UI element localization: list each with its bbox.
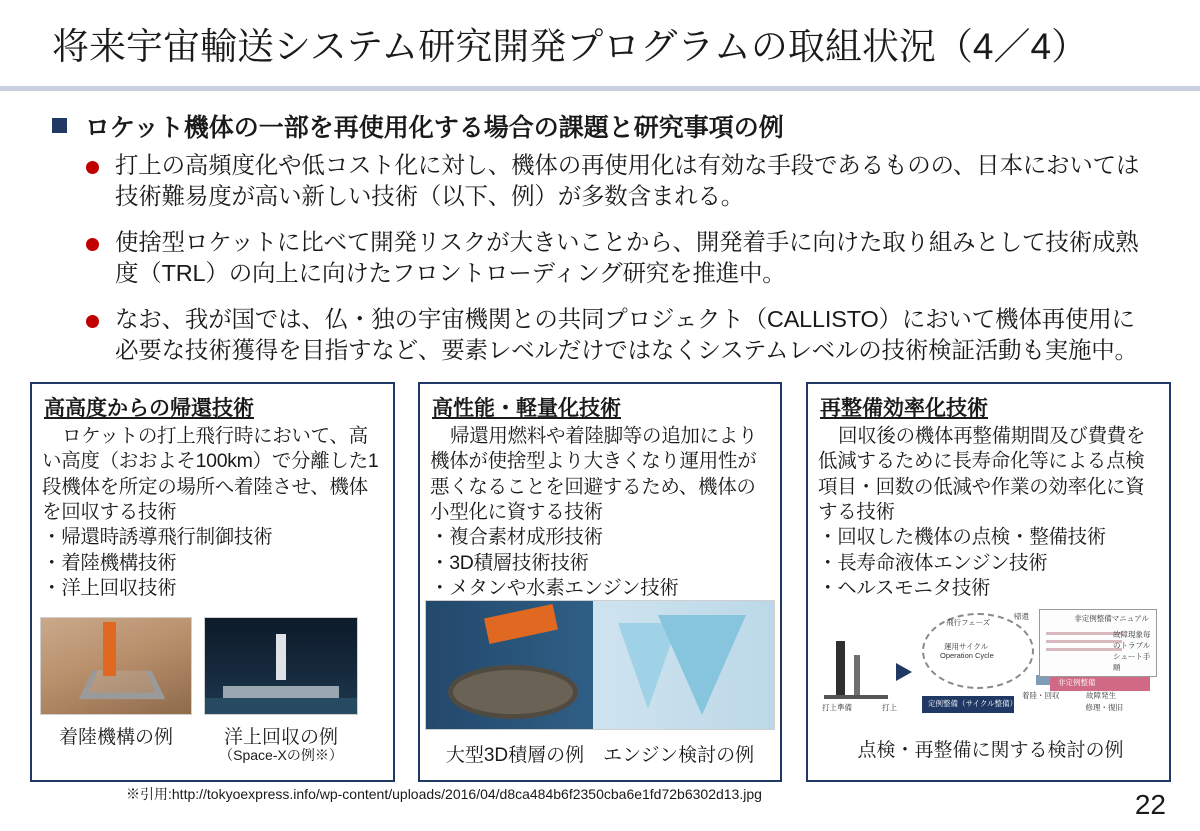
box-item: ・ヘルスモニタ技術 (818, 577, 991, 600)
list-item (86, 150, 1156, 213)
diagram-label-routine: 定例整備（サイクル整備） (928, 699, 1018, 708)
diagram-label-manual-title: 非定例整備マニュアル (1074, 614, 1149, 623)
diagram-label-nonroutine: 非定例整備 (1058, 678, 1096, 687)
metal-ring-shape (448, 665, 578, 719)
bullet-text: 打上の高頻度化や低コスト化に対し、機体の再使用化は有効な手段であるものの、日本においては技術難易度が高い新しい技術（以下、例）が多数含まれる。 (115, 152, 1140, 210)
diagram-label-cycle-jp: 運用サイクル (944, 642, 989, 651)
document-line (1046, 640, 1122, 643)
bullet-text: 使捨型ロケットに比べて開発リスクが大きいことから、開発着手に向けた取り組みとして技術成熟度（TRL）の向上に向けたフロントローディング研究を推進中。 (115, 228, 1139, 287)
box-item: ・洋上回収技術 (42, 577, 177, 600)
page-number: 22 (1134, 789, 1166, 820)
box-item: ・3D積層技術技術 (430, 551, 589, 574)
photo-caption: 着陸機構の例 (58, 727, 173, 748)
diagram-label-manual-sub: 故障現象毎のトラブルシュート手順 (1113, 630, 1151, 672)
robot-arm-shape (484, 604, 558, 644)
footnote: ※引用:http://tokyoexpress.info/wp-content/uploads/2016/04/d8ca484b6f2350cba6e1fd72b6302d13.jpg (126, 786, 762, 802)
round-bullet-icon (86, 161, 99, 174)
box-item: ・着陸機構技術 (42, 551, 177, 574)
barge-shape (223, 686, 339, 698)
section-heading-label: ロケット機体の一部を再使用化する場合の課題と研究事項の例 (85, 114, 784, 142)
diagram-label-reentry: 帰還 (1014, 612, 1029, 621)
box-item: ・回収した機体の点検・整備技術 (818, 526, 1107, 549)
box-paragraph: 帰還用燃料や着陸脚等の追加により機体が使捨型より大きくなり運用性が悪くなることを回避するため、機体の小型化に資する技術 (430, 425, 758, 524)
diagram-label-repair: 修理・復旧 (1085, 703, 1123, 712)
bullet-list (86, 150, 1156, 381)
document-line (1046, 648, 1122, 651)
box-body (42, 424, 383, 601)
arrow-icon (896, 663, 912, 681)
rocket-shape (276, 634, 286, 680)
landing-gear-photo (40, 617, 192, 715)
sea-recovery-photo (204, 617, 358, 715)
sea-shape (205, 698, 357, 714)
box-body (818, 424, 1159, 601)
title-bar (0, 0, 1200, 84)
ground-line (824, 695, 888, 699)
box-item: ・メタンや水素エンジン技術 (430, 577, 679, 600)
bullet-text: なお、我が国では、仏・独の宇宙機関との共同プロジェクト（CALLISTO）において機体再使用に必要な技術獲得を目指すなど、要素レベルだけではなくシステムレベルの技術検証活動も実施中。 (115, 305, 1138, 364)
photo-caption: 大型3D積層の例 エンジン検討の例 (445, 745, 755, 766)
box-item: ・帰還時誘導飛行制御技術 (42, 526, 273, 549)
box-body (430, 424, 770, 601)
box-heading: 高性能・軽量化技術 (432, 397, 621, 420)
box-paragraph: 回収後の機体再整備期間及び費費を低減するために長寿命化等による点検項目・回数の低減や作業の効率化に資する技術 (818, 425, 1146, 524)
square-bullet-icon (52, 118, 67, 133)
page-title: 将来宇宙輸送システム研究開発プログラムの取組状況（4／4） (52, 26, 1089, 67)
content-box-maintenance-efficiency (806, 382, 1171, 782)
landing-leg-shape (79, 670, 166, 699)
diagram-caption: 点検・再整備に関する検討の例 (857, 740, 1124, 761)
round-bullet-icon (86, 315, 99, 328)
photo-caption: 洋上回収の例 (223, 727, 338, 748)
box-heading: 再整備効率化技術 (820, 397, 988, 420)
diagram-label-phase: 飛行フェーズ (946, 618, 991, 627)
diagram-label-landing-recovery: 着陸・回収 (1022, 691, 1060, 700)
box-item: ・複合素材成形技術 (430, 526, 603, 549)
engine-nozzle-shape (658, 615, 746, 715)
list-item (86, 227, 1156, 290)
diagram-label-launch: 打上 (882, 703, 897, 712)
diagram-label-cycle-en: Operation Cycle (940, 651, 994, 660)
rocket-shape (854, 655, 860, 695)
list-item (86, 304, 1156, 367)
title-divider (0, 86, 1200, 91)
launch-tower-shape (836, 641, 845, 695)
box-heading: 高高度からの帰還技術 (44, 397, 254, 420)
section-heading (52, 108, 784, 144)
diagram-label-failure: 故障発生 (1086, 691, 1116, 700)
operation-cycle-diagram (818, 603, 1163, 721)
diagram-label-launch-prep: 打上準備 (822, 703, 852, 712)
document-line (1046, 632, 1122, 635)
3d-printing-engine-photo (425, 600, 775, 730)
box-paragraph: ロケットの打上飛行時において、高い高度（おおよそ100km）で分離した1段機体を所定の場所へ着陸させ、機体を回収する技術 (42, 425, 379, 524)
round-bullet-icon (86, 238, 99, 251)
photo-caption-sub: （Space-Xの例※） (219, 747, 343, 763)
box-item: ・長寿命液体エンジン技術 (818, 551, 1048, 574)
